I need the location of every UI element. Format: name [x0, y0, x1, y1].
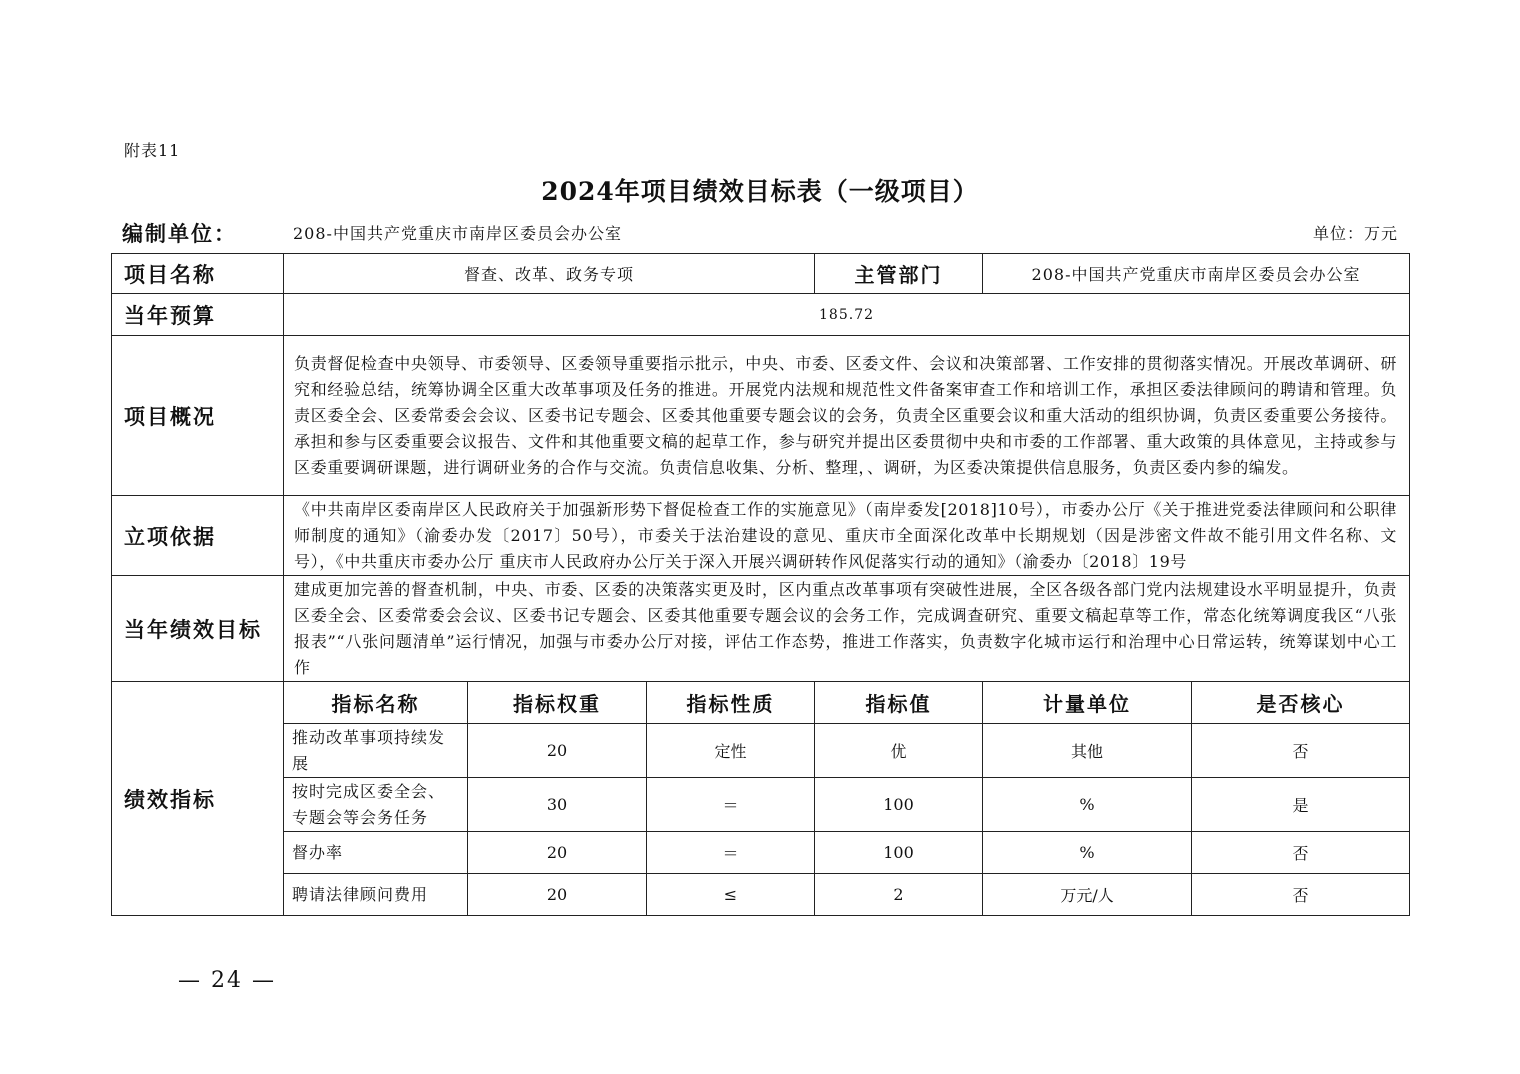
budget-label: 当年预算 [112, 294, 284, 336]
performance-table [111, 253, 1410, 916]
org-value: 208-中国共产党重庆市南岸区委员会办公室 [293, 224, 622, 243]
basis-row [112, 496, 1410, 576]
goal-label: 当年绩效目标 [112, 576, 284, 682]
overview-text: 负责督促检查中央领导、市委领导、区委领导重要指示批示，中央、市委、区委文件、会议和决策部署、工作安排的贯彻落实情况。开展改革调研、研究和经验总结，统筹协调全区重大改革事项及任务的推进。开展党内法规和规范性文件备案审查工作和培训工作，承担区委法律顾问的聘请和管理。负责区委全会、区委常委会会议、区委书记专题会、区委其他重要专题会议的会务，负责全区重要会议和重大活动的组织协调，负责区委重要公务接待。承担和参与区委重要会议报告、文件和其他重要文稿的起草工作，参与研究并提出区委贯彻中央和市委的工作部署、重大政策的具体意见，主持或参与区委重要调研课题，进行调研业务的合作与交流。负责信息收集、分析、整理，、调研，为区委决策提供信息服务，负责区委内参的编发。 [284, 336, 1410, 496]
overview-row [112, 336, 1410, 496]
table-row [112, 778, 1410, 832]
indicator-core: 否 [1192, 832, 1410, 874]
page-number: — 24 — [178, 968, 276, 993]
header-value: 指标值 [815, 682, 983, 724]
appendix-label: 附表11 [124, 141, 181, 160]
dept-value: 208-中国共产党重庆市南岸区委员会办公室 [983, 254, 1410, 294]
indicator-core: 是 [1192, 778, 1410, 832]
indicator-value: 100 [815, 832, 983, 874]
indicator-value: 100 [815, 778, 983, 832]
indicator-weight: 20 [468, 832, 647, 874]
indicator-name: 按时完成区委全会、专题会等会务任务 [284, 778, 468, 832]
dept-label: 主管部门 [815, 254, 983, 294]
table-row [112, 874, 1410, 916]
indicator-weight: 20 [468, 724, 647, 778]
goal-text: 建成更加完善的督查机制，中央、市委、区委的决策落实更及时，区内重点改革事项有突破性进展，全区各级各部门党内法规建设水平明显提升，负责区委全会、区委常委会会议、区委书记专题会、区委其他重要专题会议的会务工作，完成调查研究、重要文稿起草等工作，常态化统筹调度我区“八张报表”“八张问题清单”运行情况，加强与市委办公厅对接，评估工作态势，推进工作落实，负责数字化城市运行和治理中心日常运转，统筹谋划中心工作 [284, 576, 1410, 682]
table-row [112, 724, 1410, 778]
indicator-header-row [112, 682, 1410, 724]
project-name-value: 督查、改革、政务专项 [284, 254, 815, 294]
project-row [112, 254, 1410, 294]
indicator-name: 聘请法律顾问费用 [284, 874, 468, 916]
indicator-nature: 定性 [647, 724, 815, 778]
header-nature: 指标性质 [647, 682, 815, 724]
table-row [112, 832, 1410, 874]
unit-label: 单位：万元 [1312, 224, 1398, 243]
indicator-unit: % [983, 778, 1192, 832]
page-title: 2024年项目绩效目标表（一级项目） [541, 177, 979, 206]
project-name-label: 项目名称 [112, 254, 284, 294]
indicator-name: 督办率 [284, 832, 468, 874]
indicator-nature: ＝ [647, 832, 815, 874]
indicator-value: 优 [815, 724, 983, 778]
header-indicator-name: 指标名称 [284, 682, 468, 724]
budget-value: 185.72 [284, 294, 1410, 336]
indicator-value: 2 [815, 874, 983, 916]
basis-label: 立项依据 [112, 496, 284, 576]
indicator-weight: 30 [468, 778, 647, 832]
indicator-unit: 万元/人 [983, 874, 1192, 916]
indicator-name: 推动改革事项持续发展 [284, 724, 468, 778]
indicators-label: 绩效指标 [112, 682, 284, 916]
goal-row [112, 576, 1410, 682]
header-core: 是否核心 [1192, 682, 1410, 724]
budget-row [112, 294, 1410, 336]
indicator-core: 否 [1192, 874, 1410, 916]
indicator-weight: 20 [468, 874, 647, 916]
header-weight: 指标权重 [468, 682, 647, 724]
indicator-unit: % [983, 832, 1192, 874]
indicator-nature: ≤ [647, 874, 815, 916]
indicator-nature: ＝ [647, 778, 815, 832]
indicator-core: 否 [1192, 724, 1410, 778]
header-unit: 计量单位 [983, 682, 1192, 724]
overview-label: 项目概况 [112, 336, 284, 496]
org-label: 编制单位： [122, 222, 237, 246]
basis-text: 《中共南岸区委南岸区人民政府关于加强新形势下督促检查工作的实施意见》（南岸委发[2018]10号），市委办公厅《关于推进党委法律顾问和公职律师制度的通知》（渝委办发〔2017〕50号），市委关于法治建设的意见、重庆市全面深化改革中长期规划（因是涉密文件故不能引用文件名称、文号），《中共重庆市委办公厅 重庆市人民政府办公厅关于深入开展兴调研转作风促落实行动的通知》（渝委办〔2018〕19号 [284, 496, 1410, 576]
indicator-unit: 其他 [983, 724, 1192, 778]
